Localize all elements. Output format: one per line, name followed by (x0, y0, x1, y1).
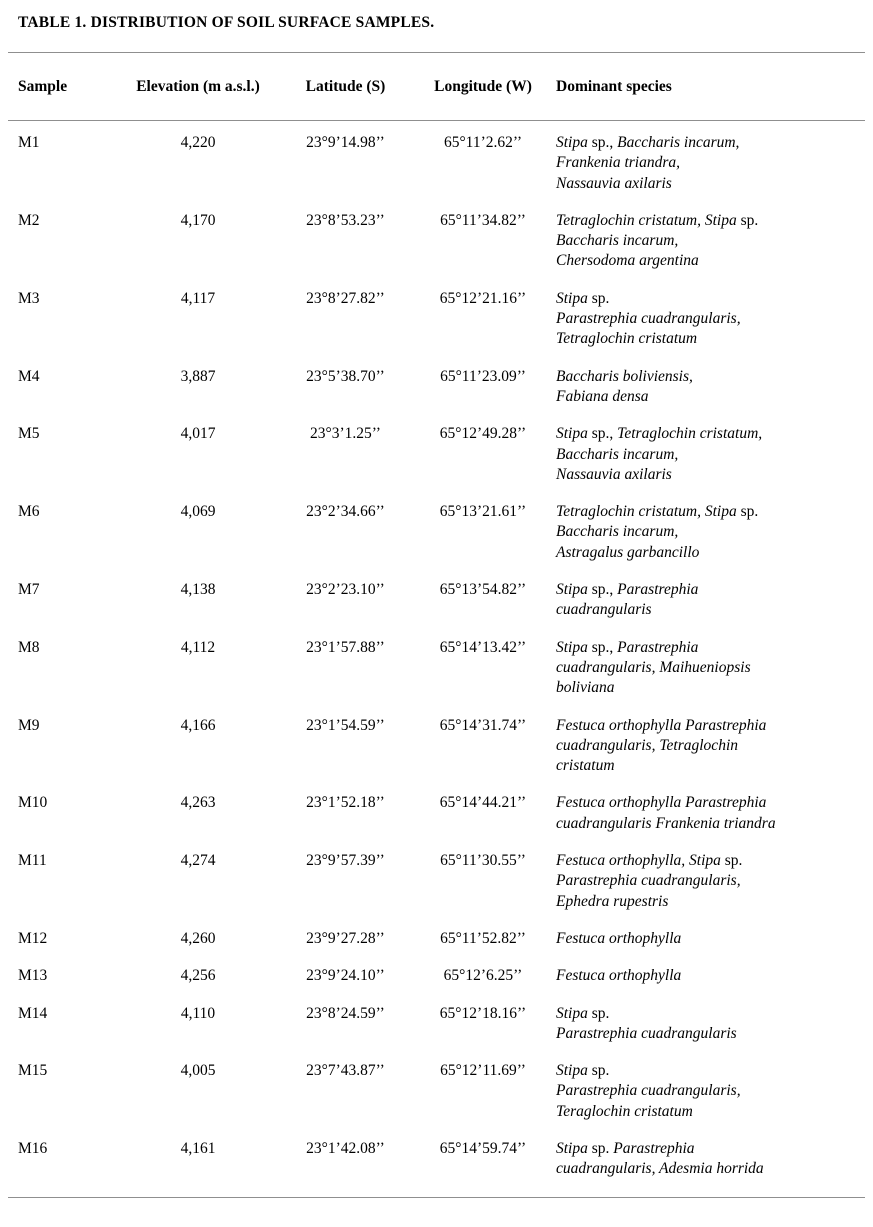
table-row (8, 211, 865, 289)
longitude-cell: 65°12’21.16’’ (439, 289, 527, 307)
sample-cell: M10 (18, 794, 48, 812)
longitude-cell: 65°12’6.25’’ (443, 967, 523, 985)
latitude-cell: 23°1’42.08’’ (306, 1139, 385, 1157)
longitude-cell: 65°14’59.74’’ (439, 1139, 527, 1157)
column-header-elevation-m-a-s-l: Elevation (m a.s.l.) (136, 78, 260, 95)
species-cell (553, 211, 865, 289)
longitude-cell: 65°12’49.28’’ (439, 425, 527, 443)
sample-cell: M16 (18, 1139, 48, 1157)
elevation-cell: 4,069 (180, 503, 216, 521)
latitude-cell: 23°2’23.10’’ (306, 581, 385, 599)
species-line: cuadrangularis, Tetraglochin (556, 736, 738, 754)
elevation-cell: 4,220 (180, 134, 216, 151)
latitude-cell: 23°7’43.87’’ (306, 1062, 385, 1080)
species-line: Nassauvia axilaris (556, 465, 672, 483)
table-row (8, 1061, 865, 1139)
species-line: boliviana (556, 679, 615, 697)
elevation-cell: 4,256 (180, 967, 216, 985)
species-line: Festuca orthophylla Parastrephia (556, 716, 767, 734)
sample-cell: M13 (18, 967, 48, 985)
elevation-cell: 4,170 (180, 211, 216, 229)
species-line: cuadrangularis Frankenia triandra (556, 814, 776, 832)
species-line: cuadrangularis, Adesmia horrida (556, 1160, 764, 1178)
species-cell (553, 121, 865, 211)
elevation-cell: 4,263 (180, 794, 216, 812)
species-line: Tetraglochin cristatum (556, 330, 698, 348)
species-line: Baccharis incarum, (556, 445, 679, 463)
longitude-cell: 65°14’44.21’’ (439, 794, 527, 812)
longitude-cell: 65°14’31.74’’ (439, 716, 527, 734)
column-header-latitude-s: Latitude (S) (305, 78, 386, 95)
longitude-cell: 65°11’34.82’’ (440, 211, 526, 229)
latitude-cell: 23°8’53.23’’ (306, 211, 385, 229)
table-row (8, 580, 865, 638)
latitude-cell: 23°9’14.98’’ (306, 134, 385, 151)
column-header-longitude-w: Longitude (W) (434, 78, 532, 95)
species-cell (553, 716, 865, 794)
sample-cell: M6 (18, 503, 40, 521)
species-line: Baccharis boliviensis, (556, 367, 693, 385)
species-cell (553, 1061, 865, 1139)
species-line: cristatum (556, 757, 615, 775)
longitude-cell: 65°12’11.69’’ (440, 1062, 526, 1080)
longitude-cell: 65°11’23.09’’ (440, 367, 526, 385)
species-line: Stipa sp. (556, 289, 610, 307)
species-line: Festuca orthophylla Parastrephia (556, 794, 767, 812)
species-cell (553, 851, 865, 929)
sample-cell: M14 (18, 1004, 48, 1022)
species-cell (553, 793, 865, 851)
species-cell (553, 424, 865, 502)
elevation-cell: 4,166 (180, 716, 216, 734)
longitude-cell: 65°14’13.42’’ (439, 638, 527, 656)
species-line: cuadrangularis (556, 601, 652, 619)
table-body (8, 121, 865, 1198)
species-line: Stipa sp., Parastrephia (556, 638, 699, 656)
table-row (8, 716, 865, 794)
species-line: Parastrephia cuadrangularis, (556, 872, 741, 890)
elevation-cell: 4,005 (180, 1062, 216, 1080)
table-row (8, 1004, 865, 1062)
table-row (8, 367, 865, 425)
sample-cell: M4 (18, 367, 40, 385)
species-line: Ephedra rupestris (556, 892, 669, 910)
species-line: Parastrephia cuadrangularis, (556, 310, 741, 328)
latitude-cell: 23°1’54.59’’ (306, 716, 385, 734)
species-line: Chersodoma argentina (556, 252, 699, 270)
sample-cell: M3 (18, 289, 40, 307)
species-line: Stipa sp., Tetraglochin cristatum, (556, 425, 763, 443)
column-header-dominant-species: Dominant species (556, 78, 672, 95)
species-line: Stipa sp., Parastrephia (556, 581, 699, 599)
species-line: Festuca orthophylla, Stipa sp. (556, 852, 743, 870)
species-line: Fabiana densa (556, 387, 649, 405)
species-cell (553, 966, 865, 1003)
latitude-cell: 23°1’52.18’’ (306, 794, 385, 812)
longitude-cell: 65°12’18.16’’ (439, 1004, 527, 1022)
elevation-cell: 4,161 (180, 1139, 216, 1157)
species-cell (553, 929, 865, 966)
species-line: Stipa sp., Baccharis incarum, (556, 134, 740, 151)
latitude-cell: 23°3’1.25’’ (310, 425, 381, 443)
sample-cell: M5 (18, 425, 40, 443)
table-row (8, 1139, 865, 1197)
sample-cell: M15 (18, 1062, 48, 1080)
elevation-cell: 4,117 (180, 289, 216, 307)
table-row (8, 966, 865, 1003)
soil-samples-table (8, 52, 865, 1198)
elevation-cell: 4,110 (180, 1004, 216, 1022)
elevation-cell: 3,887 (180, 367, 216, 385)
species-line: cuadrangularis, Maihueniopsis (556, 658, 751, 676)
latitude-cell: 23°1’57.88’’ (306, 638, 385, 656)
latitude-cell: 23°2’34.66’’ (306, 503, 385, 521)
sample-cell: M8 (18, 638, 40, 656)
elevation-cell: 4,112 (180, 638, 216, 656)
latitude-cell: 23°5’38.70’’ (306, 367, 385, 385)
species-line: Astragalus garbancillo (556, 543, 700, 561)
table-row (8, 929, 865, 966)
species-cell (553, 580, 865, 638)
species-cell (553, 367, 865, 425)
sample-cell: M7 (18, 581, 40, 599)
table-title: TABLE 1. DISTRIBUTION OF SOIL SURFACE SAMPLES. (18, 14, 435, 31)
table-header (8, 53, 865, 121)
species-line: Parastrephia cuadrangularis (556, 1024, 737, 1042)
elevation-cell: 4,017 (180, 425, 216, 443)
table-row (8, 793, 865, 851)
species-cell (553, 289, 865, 367)
table-row (8, 502, 865, 580)
species-line: Festuca orthophylla (556, 967, 682, 985)
latitude-cell: 23°9’57.39’’ (306, 852, 385, 870)
species-cell (553, 502, 865, 580)
species-line: Baccharis incarum, (556, 523, 679, 541)
latitude-cell: 23°9’27.28’’ (306, 929, 385, 947)
species-line: Frankenia triandra, (556, 154, 680, 172)
table-row (8, 851, 865, 929)
sample-cell: M2 (18, 211, 40, 229)
longitude-cell: 65°13’54.82’’ (439, 581, 527, 599)
latitude-cell: 23°9’24.10’’ (306, 967, 385, 985)
species-line: Stipa sp. (556, 1062, 610, 1080)
species-cell (553, 1004, 865, 1062)
species-line: Tetraglochin cristatum, Stipa sp. (556, 211, 759, 229)
sample-cell: M1 (18, 134, 40, 151)
longitude-cell: 65°11’52.82’’ (440, 929, 526, 947)
longitude-cell: 65°13’21.61’’ (439, 503, 527, 521)
table-row (8, 121, 865, 211)
species-line: Baccharis incarum, (556, 232, 679, 250)
species-cell (553, 638, 865, 716)
latitude-cell: 23°8’27.82’’ (306, 289, 385, 307)
species-line: Parastrephia cuadrangularis, (556, 1082, 741, 1100)
elevation-cell: 4,138 (180, 581, 216, 599)
sample-cell: M12 (18, 929, 48, 947)
species-line: Stipa sp. (556, 1004, 610, 1022)
species-cell (553, 1139, 865, 1197)
table-row (8, 289, 865, 367)
latitude-cell: 23°8’24.59’’ (306, 1004, 385, 1022)
species-line: Stipa sp. Parastrephia (556, 1139, 695, 1157)
elevation-cell: 4,260 (180, 929, 216, 947)
elevation-cell: 4,274 (180, 852, 216, 870)
table-header-row (8, 53, 865, 121)
species-line: Teraglochin cristatum (556, 1102, 693, 1120)
species-line: Festuca orthophylla (556, 929, 682, 947)
longitude-cell: 65°11’2.62’’ (443, 134, 523, 151)
table-row (8, 638, 865, 716)
species-line: Nassauvia axilaris (556, 174, 672, 192)
species-line: Tetraglochin cristatum, Stipa sp. (556, 503, 759, 521)
longitude-cell: 65°11’30.55’’ (440, 852, 526, 870)
table-row (8, 424, 865, 502)
sample-cell: M9 (18, 716, 40, 734)
column-header-sample: Sample (18, 78, 68, 95)
sample-cell: M11 (18, 852, 47, 870)
